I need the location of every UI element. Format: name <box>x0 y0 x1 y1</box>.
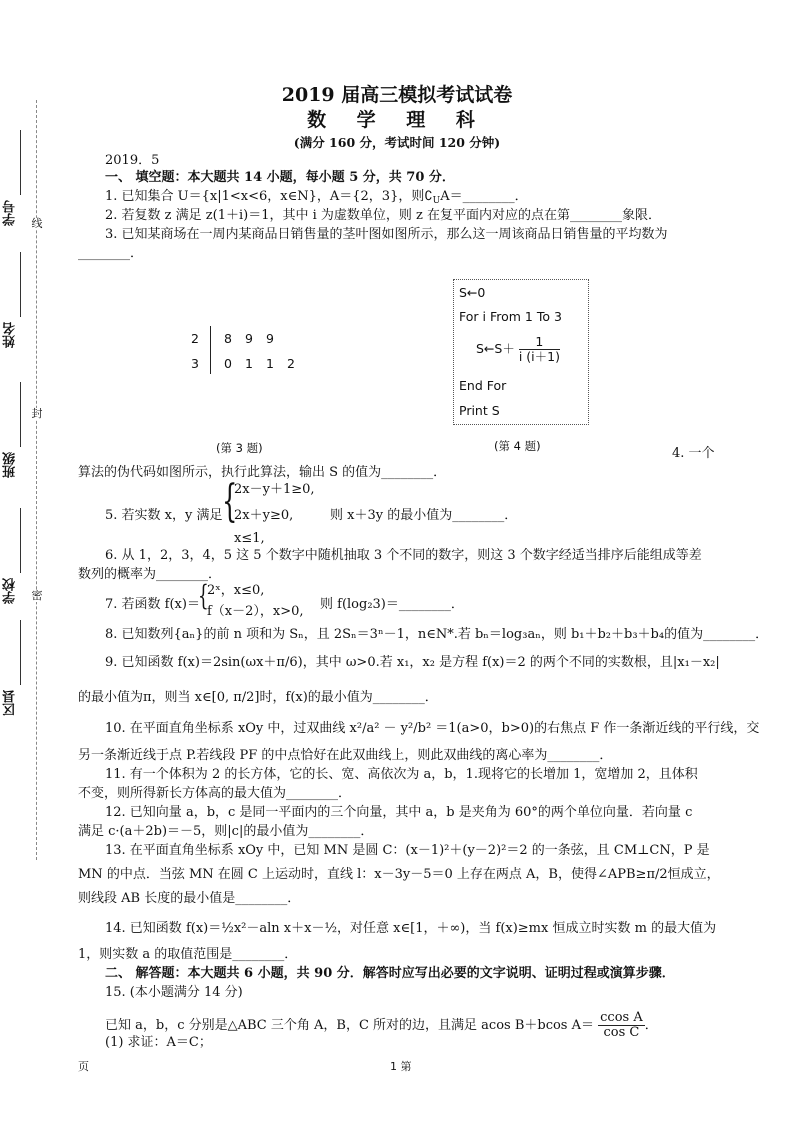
q5-condition: x≤1, <box>234 531 265 546</box>
binding-line <box>36 100 37 860</box>
question-3-line2: ________． <box>78 246 144 261</box>
q5-condition: 2x－y＋1≥0, <box>234 482 315 497</box>
question-11-line1: 11. 有一个体积为 2 的长方体，它的长、宽、高依次为 a，b，1.现将它的长增加 1，宽增加 2，且体积 <box>105 767 698 782</box>
q1-tail: A＝________． <box>440 189 528 204</box>
fraction-denominator: i (i＋1) <box>518 349 560 364</box>
pseudo-line-sum <box>476 335 560 364</box>
exam-subject: 数 学 理 科 <box>307 109 487 131</box>
question-12-line1: 12. 已知向量 a，b，c 是同一平面内的三个向量，其中 a，b 是夹角为 60°的两个单位向量．若向量 c <box>105 805 693 820</box>
question-6-line1: 6. 从 1，2，3，4，5 这 5 个数字中随机抽取 3 个不同的数字，则这 3 个数字经适当排序后能组成等差 <box>105 548 702 563</box>
question-1 <box>105 189 528 209</box>
question-10-line1: 10. 在平面直角坐标系 xOy 中，过双曲线 x²/a² － y²/b² ＝1(a>0，b>0)的右焦点 F 作一条渐近线的平行线，交 <box>105 721 760 736</box>
question-3-line1: 3. 已知某商场在一周内某商品日销售量的茎叶图如图所示，那么这一周该商品日销售量的平均数为 <box>105 227 668 242</box>
question-13-line1: 13. 在平面直角坐标系 xOy 中，已知 MN 是圆 C：(x－1)²＋(y－2)²＝2 的一条弦，且 CM⊥CN，P 是 <box>105 843 710 858</box>
stem-value: 2 <box>191 331 199 346</box>
question-7-prefix: 7. 若函数 f(x)＝ <box>105 597 200 612</box>
question-15-part1: (1) 求证：A＝C； <box>105 1035 212 1050</box>
pseudo-sum-text: S←S＋ <box>476 341 515 356</box>
exam-title: 2019 届高三模拟考试试卷 <box>281 84 513 106</box>
question-11-line2: 不变，则所得新长方体高的最大值为________． <box>78 786 352 801</box>
leaf: 1 <box>266 356 274 371</box>
q5-brace: { <box>222 476 238 527</box>
question-5-prefix: 5. 若实数 x，y 满足 <box>105 508 223 523</box>
question-9-line2: 的最小值为π，则当 x∈[0, π/2]时，f(x)的最小值为________． <box>78 690 438 705</box>
margin-field-school <box>4 578 26 604</box>
question-14-line2: 1，则实数 a 的取值范围是________． <box>78 947 298 962</box>
question-2: 2. 若复数 z 满足 z(1＋i)＝1，其中 i 为虚数单位，则 z 在复平面内对应的点在第________象限． <box>105 208 662 223</box>
question-8: 8. 已知数列{aₙ}的前 n 项和为 Sₙ，且 2Sₙ＝3ⁿ－1，n∈N*.若 bₙ＝log₃aₙ，则 b₁＋b₂＋b₃＋b₄的值为________． <box>105 627 769 642</box>
name-blank <box>20 252 21 317</box>
district-label: 区县 <box>3 690 18 716</box>
fraction-numerator: ccos A <box>600 1010 643 1025</box>
question-14-line1: 14. 已知函数 f(x)＝½x²－aln x＋x－½，对任意 x∈[1，＋∞)，当 f(x)≥mx 恒成立时实数 m 的最大值为 <box>105 921 717 936</box>
q15-fraction <box>598 1011 645 1040</box>
q5-condition: 2x＋y≥0, <box>234 508 294 523</box>
stem-leaf-divider <box>210 326 211 374</box>
question-15-title: 15. (本小题满分 14 分) <box>105 985 243 1000</box>
q7-brace: { <box>198 579 209 612</box>
school-label: 学校 <box>3 578 18 604</box>
pseudo-line: S←0 <box>459 285 486 300</box>
margin-field-student-id <box>4 200 26 226</box>
exam-meta: (满分 160 分，考试时间 120 分钟) <box>293 135 501 150</box>
pseudo-line: For i From 1 To 3 <box>459 309 562 324</box>
q7-case: f（x－2），x>0, <box>207 604 304 619</box>
figure-4-caption: (第 4 题) <box>494 439 541 453</box>
student-id-label: 学号 <box>3 200 18 226</box>
leaf-values <box>224 355 308 373</box>
district-blank <box>20 620 21 685</box>
footer-page-number: 1 第 <box>390 1060 412 1073</box>
leaf: 8 <box>224 331 232 346</box>
q7-case: 2ˣ，x≤0, <box>207 583 265 598</box>
class-label: 班级 <box>3 452 18 478</box>
q1-sub: U <box>432 196 441 206</box>
leaf: 2 <box>287 356 295 371</box>
pseudo-line: End For <box>459 378 507 393</box>
figure-3-caption: (第 3 题) <box>216 441 263 455</box>
pseudo-line: Print S <box>459 403 500 418</box>
question-4-line2: 算法的伪代码如图所示，执行此算法，输出 S 的值为________． <box>78 465 447 480</box>
seal-word-xian: 线 <box>31 217 43 230</box>
footer-left: 页 <box>78 1060 89 1073</box>
leaf: 9 <box>266 331 274 346</box>
q15-text: 已知 a，b，c 分别是△ABC 三个角 A，B，C 所对的边，且满足 acos B＋bcos A＝ <box>105 1018 594 1033</box>
question-13-line2: MN 的中点．当弦 MN 在圆 C 上运动时，直线 l：x－3y－5＝0 上存在两点 A，B，使得∠APB≥π/2恒成立， <box>78 867 720 882</box>
pseudo-fraction <box>519 335 560 364</box>
question-4-start: 4. 一个 <box>672 446 715 461</box>
seal-word-mi: 密 <box>31 589 43 602</box>
margin-field-district <box>4 690 26 716</box>
margin-field-class <box>4 452 26 478</box>
leaf: 9 <box>245 331 253 346</box>
q15-tail: ． <box>644 1018 658 1033</box>
q1-text: 1. 已知集合 U＝{x|1<x<6，x∈N}，A＝{2，3}，则∁ <box>105 189 433 204</box>
question-5-suffix: 则 x＋3y 的最小值为________． <box>330 508 518 523</box>
seal-word-feng: 封 <box>31 407 43 420</box>
question-7-suffix: 则 f(log₂3)＝________． <box>320 597 464 612</box>
margin-field-name <box>4 322 26 348</box>
fraction-denominator: cos C <box>603 1025 640 1040</box>
section2-heading: 二、 解答题：本大题共 6 小题，共 90 分．解答时应写出必要的文字说明、证明过程或演算步骤． <box>105 966 675 981</box>
stem-value: 3 <box>191 356 199 371</box>
pseudo-code-box <box>453 279 589 425</box>
leaf: 1 <box>245 356 253 371</box>
leaf-values <box>224 330 287 348</box>
section1-heading: 一、 填空题：本大题共 14 小题，每小题 5 分，共 70 分． <box>105 170 455 185</box>
question-13-line3: 则线段 AB 长度的最小值是________． <box>78 891 301 906</box>
question-9-line1: 9. 已知函数 f(x)＝2sin(ωx＋π/6)，其中 ω>0.若 x₁，x₂ 是方程 f(x)＝2 的两个不同的实数根，且|x₁－x₂| <box>105 655 720 670</box>
question-10-line2: 另一条渐近线于点 P.若线段 PF 的中点恰好在此双曲线上，则此双曲线的离心率为________． <box>78 748 613 763</box>
class-blank <box>20 382 21 447</box>
question-12-line2: 满足 c·(a＋2b)＝－5，则|c|的最小值为________． <box>78 824 374 839</box>
school-blank <box>20 508 21 573</box>
question-6-line2: 数列的概率为________． <box>78 567 222 582</box>
name-label: 姓名 <box>3 322 18 348</box>
exam-date: 2019．5 <box>105 153 160 168</box>
leaf: 0 <box>224 356 232 371</box>
fraction-numerator: 1 <box>519 335 560 350</box>
